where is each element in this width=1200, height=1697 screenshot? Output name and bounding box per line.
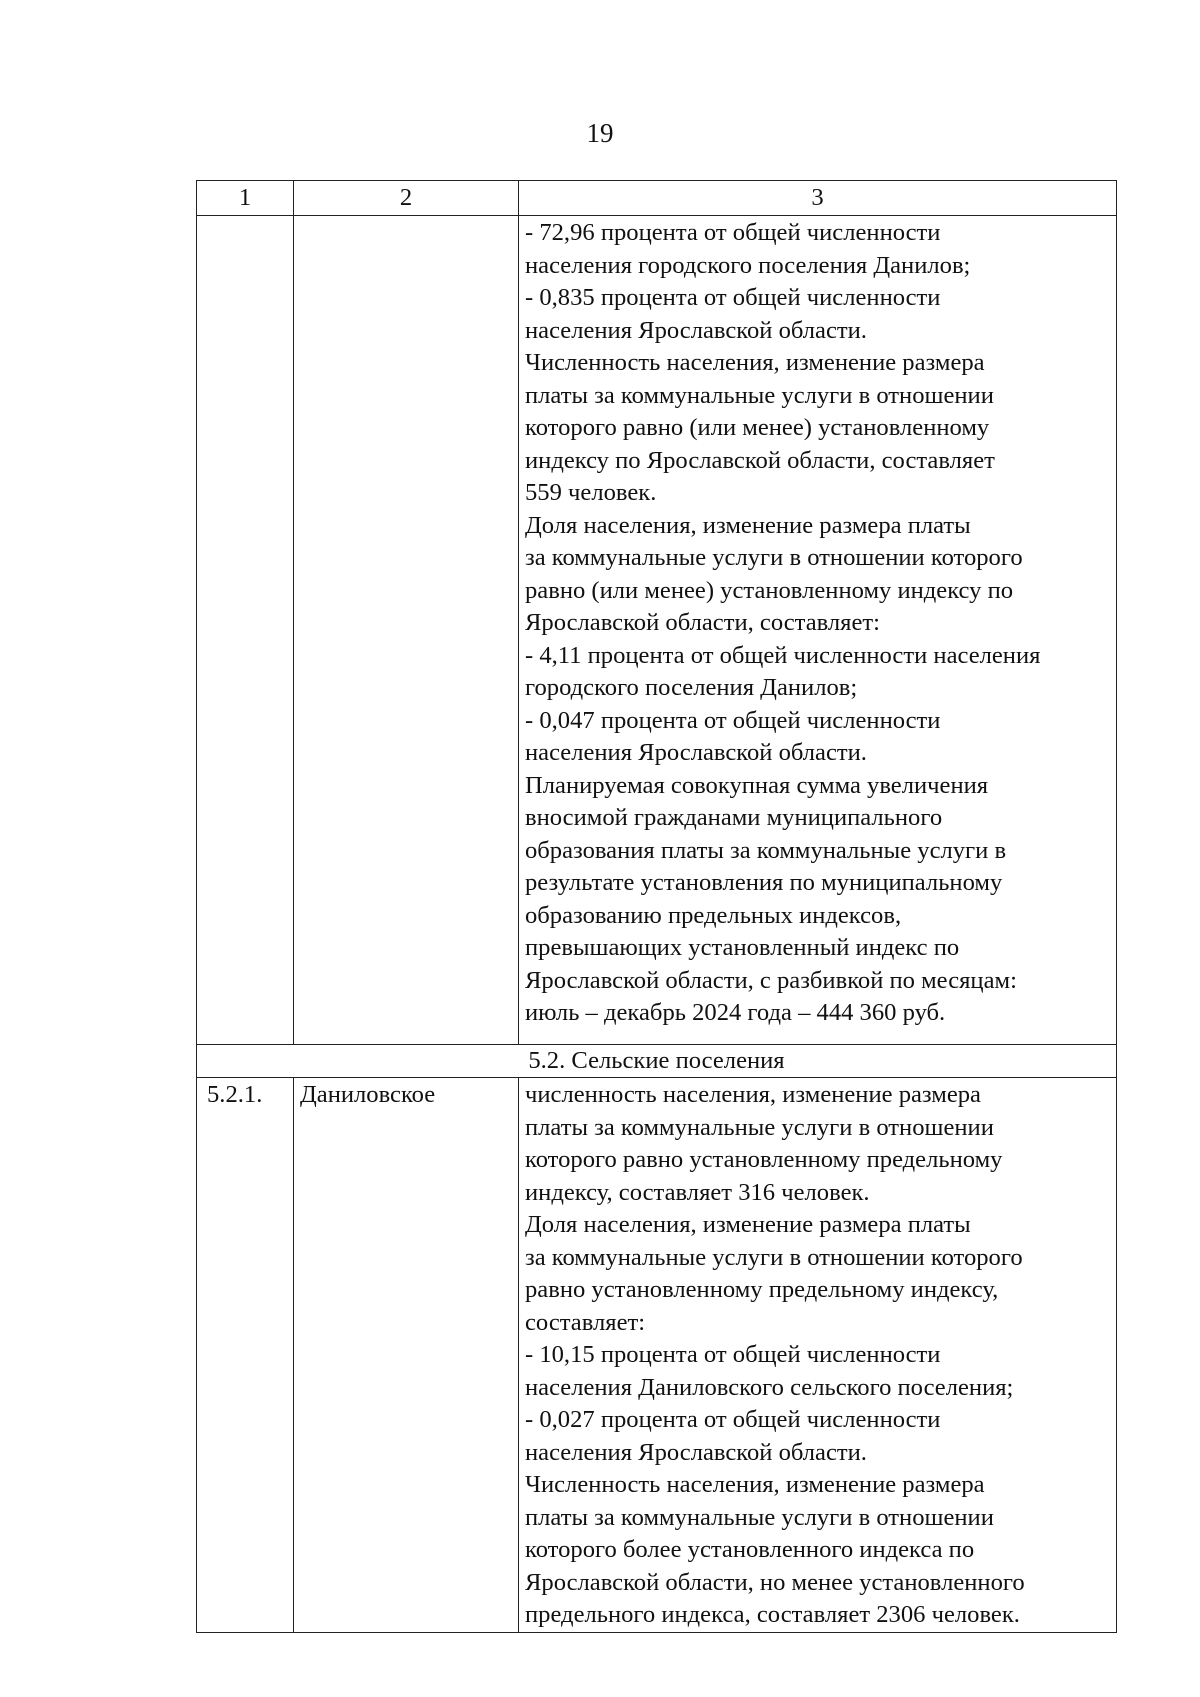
- section-heading: 5.2. Сельские поселения: [197, 1045, 1117, 1078]
- row-name-cell: [294, 1078, 519, 1633]
- column-header-1: 1: [197, 181, 294, 216]
- row-description-cell: [519, 216, 1117, 1045]
- page-number: 19: [586, 118, 614, 148]
- table-header-row: [197, 181, 1117, 216]
- row-name-cell: [294, 216, 519, 1045]
- column-header-2: 2: [294, 181, 519, 216]
- section-heading-row: [197, 1045, 1117, 1078]
- row-number-cell: [197, 216, 294, 1045]
- row-description-text: численность населения, изменение размера платы за коммунальные услуги в отношении которого равно установленному предельному индексу, составляет 316 человек. Доля населения, изменение размера платы за коммунальные услуги в отношении которого равно установленному предельному индексу, составляет: - 10,15 процента от общей численности населения Даниловского сельского поселения; - 0,027 процента от общей численности населения Ярославской области. Численность населения, изменение размера платы за коммунальные услуги в отношении которого более установленного индекса по Ярославской области, но менее установленного предельного индекса, составляет 2306 человек.: [525, 1081, 1025, 1628]
- row-description-text: - 72,96 процента от общей численности населения городского поселения Данилов; - 0,835 процента от общей численности населения Ярославской области. Численность населения, изменение размера платы за коммунальные услуги в отношении которого равно (или менее) установленному индексу по Ярославской области, составляет 559 человек. Доля населения, изменение размера платы за коммунальные услуги в отношении которого равно (или менее) установленному индексу по Ярославской области, составляет: - 4,11 процента от общей численности населения городского поселения Данилов; - 0,047 процента от общей численности населения Ярославской области. Планируемая совокупная сумма увеличения вносимой гражданами муниципального образования платы за коммунальные услуги в результате установления по муниципальному образованию предельных индексов, превышающих установленный индекс по Ярославской области, с разбивкой по месяцам: июль – декабрь 2024 года – 444 360 руб.: [525, 219, 1041, 1026]
- column-header-3: 3: [519, 181, 1117, 216]
- table-row: [197, 1078, 1117, 1633]
- row-description-cell: [519, 1078, 1117, 1633]
- table-row: [197, 216, 1117, 1045]
- content-table: [196, 180, 1117, 1633]
- settlement-name: Даниловское: [300, 1081, 436, 1108]
- row-number-cell: [197, 1078, 294, 1633]
- row-number: 5.2.1.: [207, 1081, 263, 1108]
